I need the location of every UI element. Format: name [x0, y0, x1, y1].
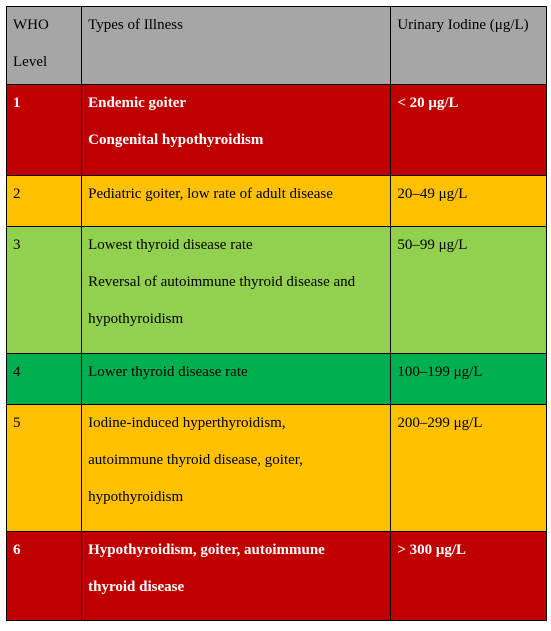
level-cell: 2	[7, 176, 82, 227]
table-row	[7, 227, 547, 354]
who-iodine-table	[6, 6, 547, 621]
illness-cell	[82, 354, 391, 405]
iodine-cell: 50–99 μg/L	[391, 227, 547, 354]
illness-line: Pediatric goiter, low rate of adult disease	[88, 186, 333, 202]
illness-cell	[82, 227, 391, 354]
text-cursor-marker	[546, 238, 547, 255]
illness-cell	[82, 176, 391, 227]
illness-line: hypothyroidism	[88, 489, 184, 505]
table-header-row	[7, 7, 547, 85]
illness-line: Lowest thyroid disease rate	[88, 237, 253, 253]
header-who-level-line2: Level	[13, 54, 48, 70]
illness-cell	[82, 405, 391, 532]
table-row	[7, 405, 547, 532]
iodine-cell: 200–299 μg/L	[391, 405, 547, 532]
illness-line: thyroid disease	[88, 579, 185, 595]
header-types-of-illness: Types of Illness	[82, 7, 391, 85]
illness-line: Reversal of autoimmune thyroid disease and	[88, 274, 356, 290]
table-row	[7, 176, 547, 227]
header-who-level	[7, 7, 82, 85]
table-row	[7, 532, 547, 621]
iodine-cell: 100–199 μg/L	[391, 354, 547, 405]
table-row	[7, 85, 547, 176]
illness-cell	[82, 85, 391, 176]
illness-line: Hypothyroidism, goiter, autoimmune	[88, 542, 325, 558]
iodine-cell: > 300 μg/L	[391, 532, 547, 621]
illness-line: Endemic goiter	[88, 95, 187, 111]
illness-line: autoimmune thyroid disease, goiter,	[88, 452, 303, 468]
illness-line: Congenital hypothyroidism	[88, 132, 264, 148]
level-cell: 4	[7, 354, 82, 405]
illness-cell	[82, 532, 391, 621]
iodine-cell: 20–49 μg/L	[391, 176, 547, 227]
level-cell: 1	[7, 85, 82, 176]
table-row	[7, 354, 547, 405]
level-cell: 3	[7, 227, 82, 354]
level-cell: 5	[7, 405, 82, 532]
header-urinary-iodine: Urinary Iodine (μg/L)	[391, 7, 547, 85]
iodine-cell: < 20 μg/L	[391, 85, 547, 176]
illness-line: Iodine-induced hyperthyroidism,	[88, 415, 286, 431]
level-cell: 6	[7, 532, 82, 621]
illness-line: Lower thyroid disease rate	[88, 364, 248, 380]
illness-line: hypothyroidism	[88, 311, 184, 327]
header-who-level-line1: WHO	[13, 17, 49, 33]
